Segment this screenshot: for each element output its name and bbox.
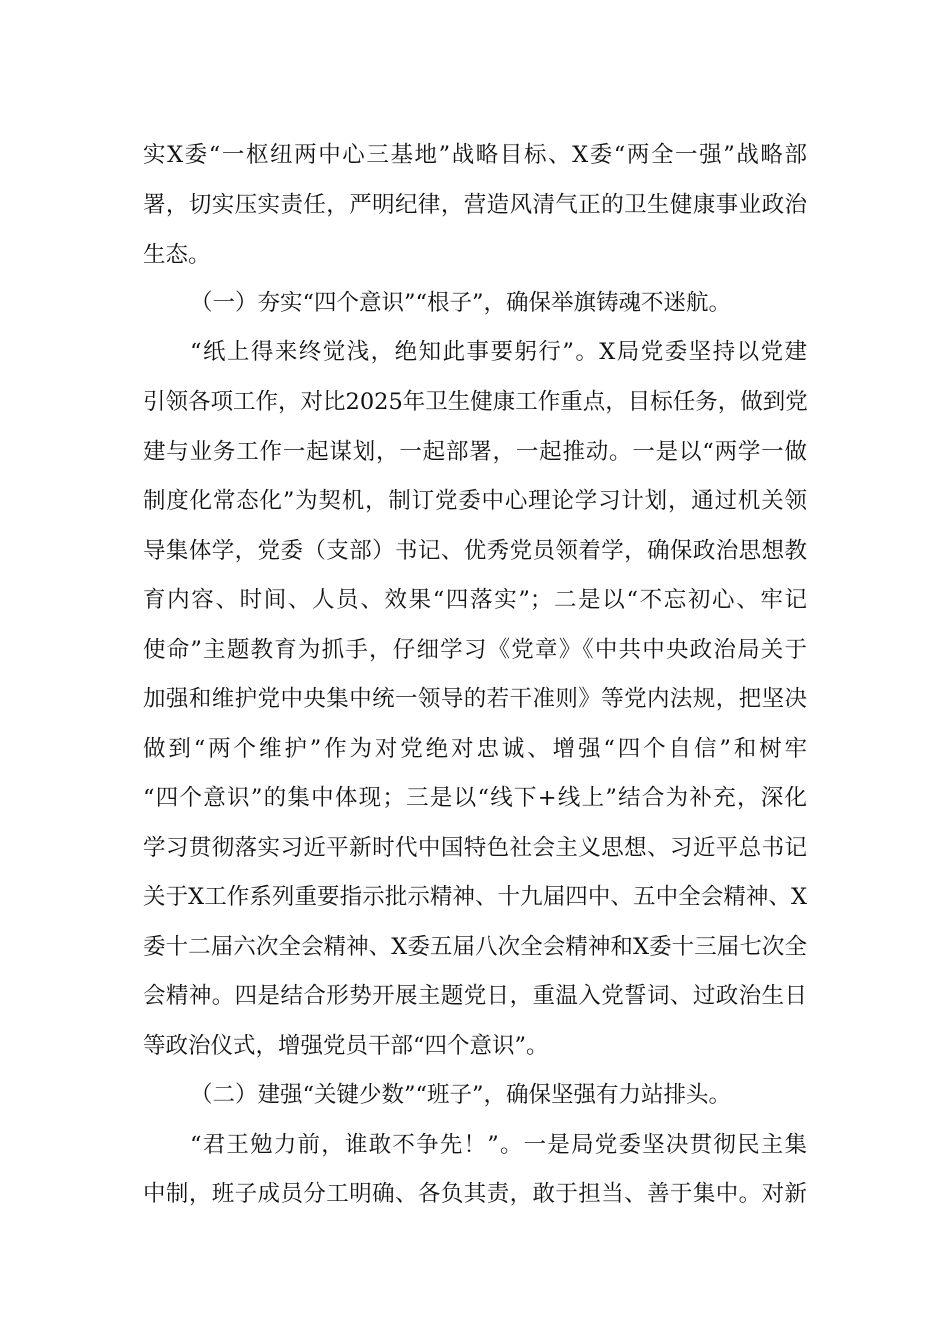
text-line: “纸上得来终觉浅，绝知此事要躬行”。X局党委坚持以党建	[190, 339, 807, 365]
text-line: 委十二届六次全会精神、X委五届八次全会精神和X委十三届七次全	[143, 934, 807, 960]
text-line: 引领各项工作，对比2025年卫生健康工作重点，目标任务，做到党	[143, 389, 808, 415]
text-line: 育内容、时间、人员、效果“四落实”；二是以“不忘初心、牢记	[143, 587, 807, 613]
text-line: 实X委“一枢纽两中心三基地”战略目标、X委“两全一强”战略部	[143, 142, 807, 168]
text-line: 导集体学，党委（支部）书记、优秀党员领着学，确保政治思想教	[143, 538, 807, 564]
text-line: 使命”主题教育为抓手，仔细学习《党章》《中共中央政治局关于	[143, 637, 807, 663]
text-line: 署，切实压实责任，严明纪律，营造风清气正的卫生健康事业政治	[143, 192, 807, 218]
text-line: “君王勉力前，谁敢不争先！”。一是局党委坚决贯彻民主集	[190, 1132, 807, 1158]
text-line: 会精神。四是结合形势开展主题党日，重温入党誓词、过政治生日	[143, 983, 807, 1009]
text-line: 生态。	[143, 242, 211, 268]
text-line: 关于X工作系列重要指示批示精神、十九届四中、五中全会精神、X	[143, 884, 807, 910]
section-heading: （一）夯实“四个意识”“根子”，确保举旗铸魂不迷航。	[190, 290, 732, 316]
text-line: “四个意识”的集中体现；三是以“线下+线上”结合为补充，深化	[143, 785, 807, 811]
text-line: 建与业务工作一起谋划，一起部署，一起推动。一是以“两学一做	[143, 439, 807, 465]
section-heading: （二）建强“关键少数”“班子”，确保坚强有力站排头。	[190, 1082, 732, 1108]
text-line: 做到“两个维护”作为对党绝对忠诚、增强“四个自信”和树牢	[143, 736, 807, 762]
text-line: 制度化常态化”为契机，制订党委中心理论学习计划，通过机关领	[143, 488, 807, 514]
text-line: 中制，班子成员分工明确、各负其责，敢于担当、善于集中。对新	[143, 1181, 807, 1207]
text-line: 加强和维护党中央集中统一领导的若干准则》等党内法规，把坚决	[143, 686, 807, 712]
text-line: 等政治仪式，增强党员干部“四个意识”。	[143, 1033, 549, 1059]
text-line: 学习贯彻落实习近平新时代中国特色社会主义思想、习近平总书记	[143, 835, 807, 861]
